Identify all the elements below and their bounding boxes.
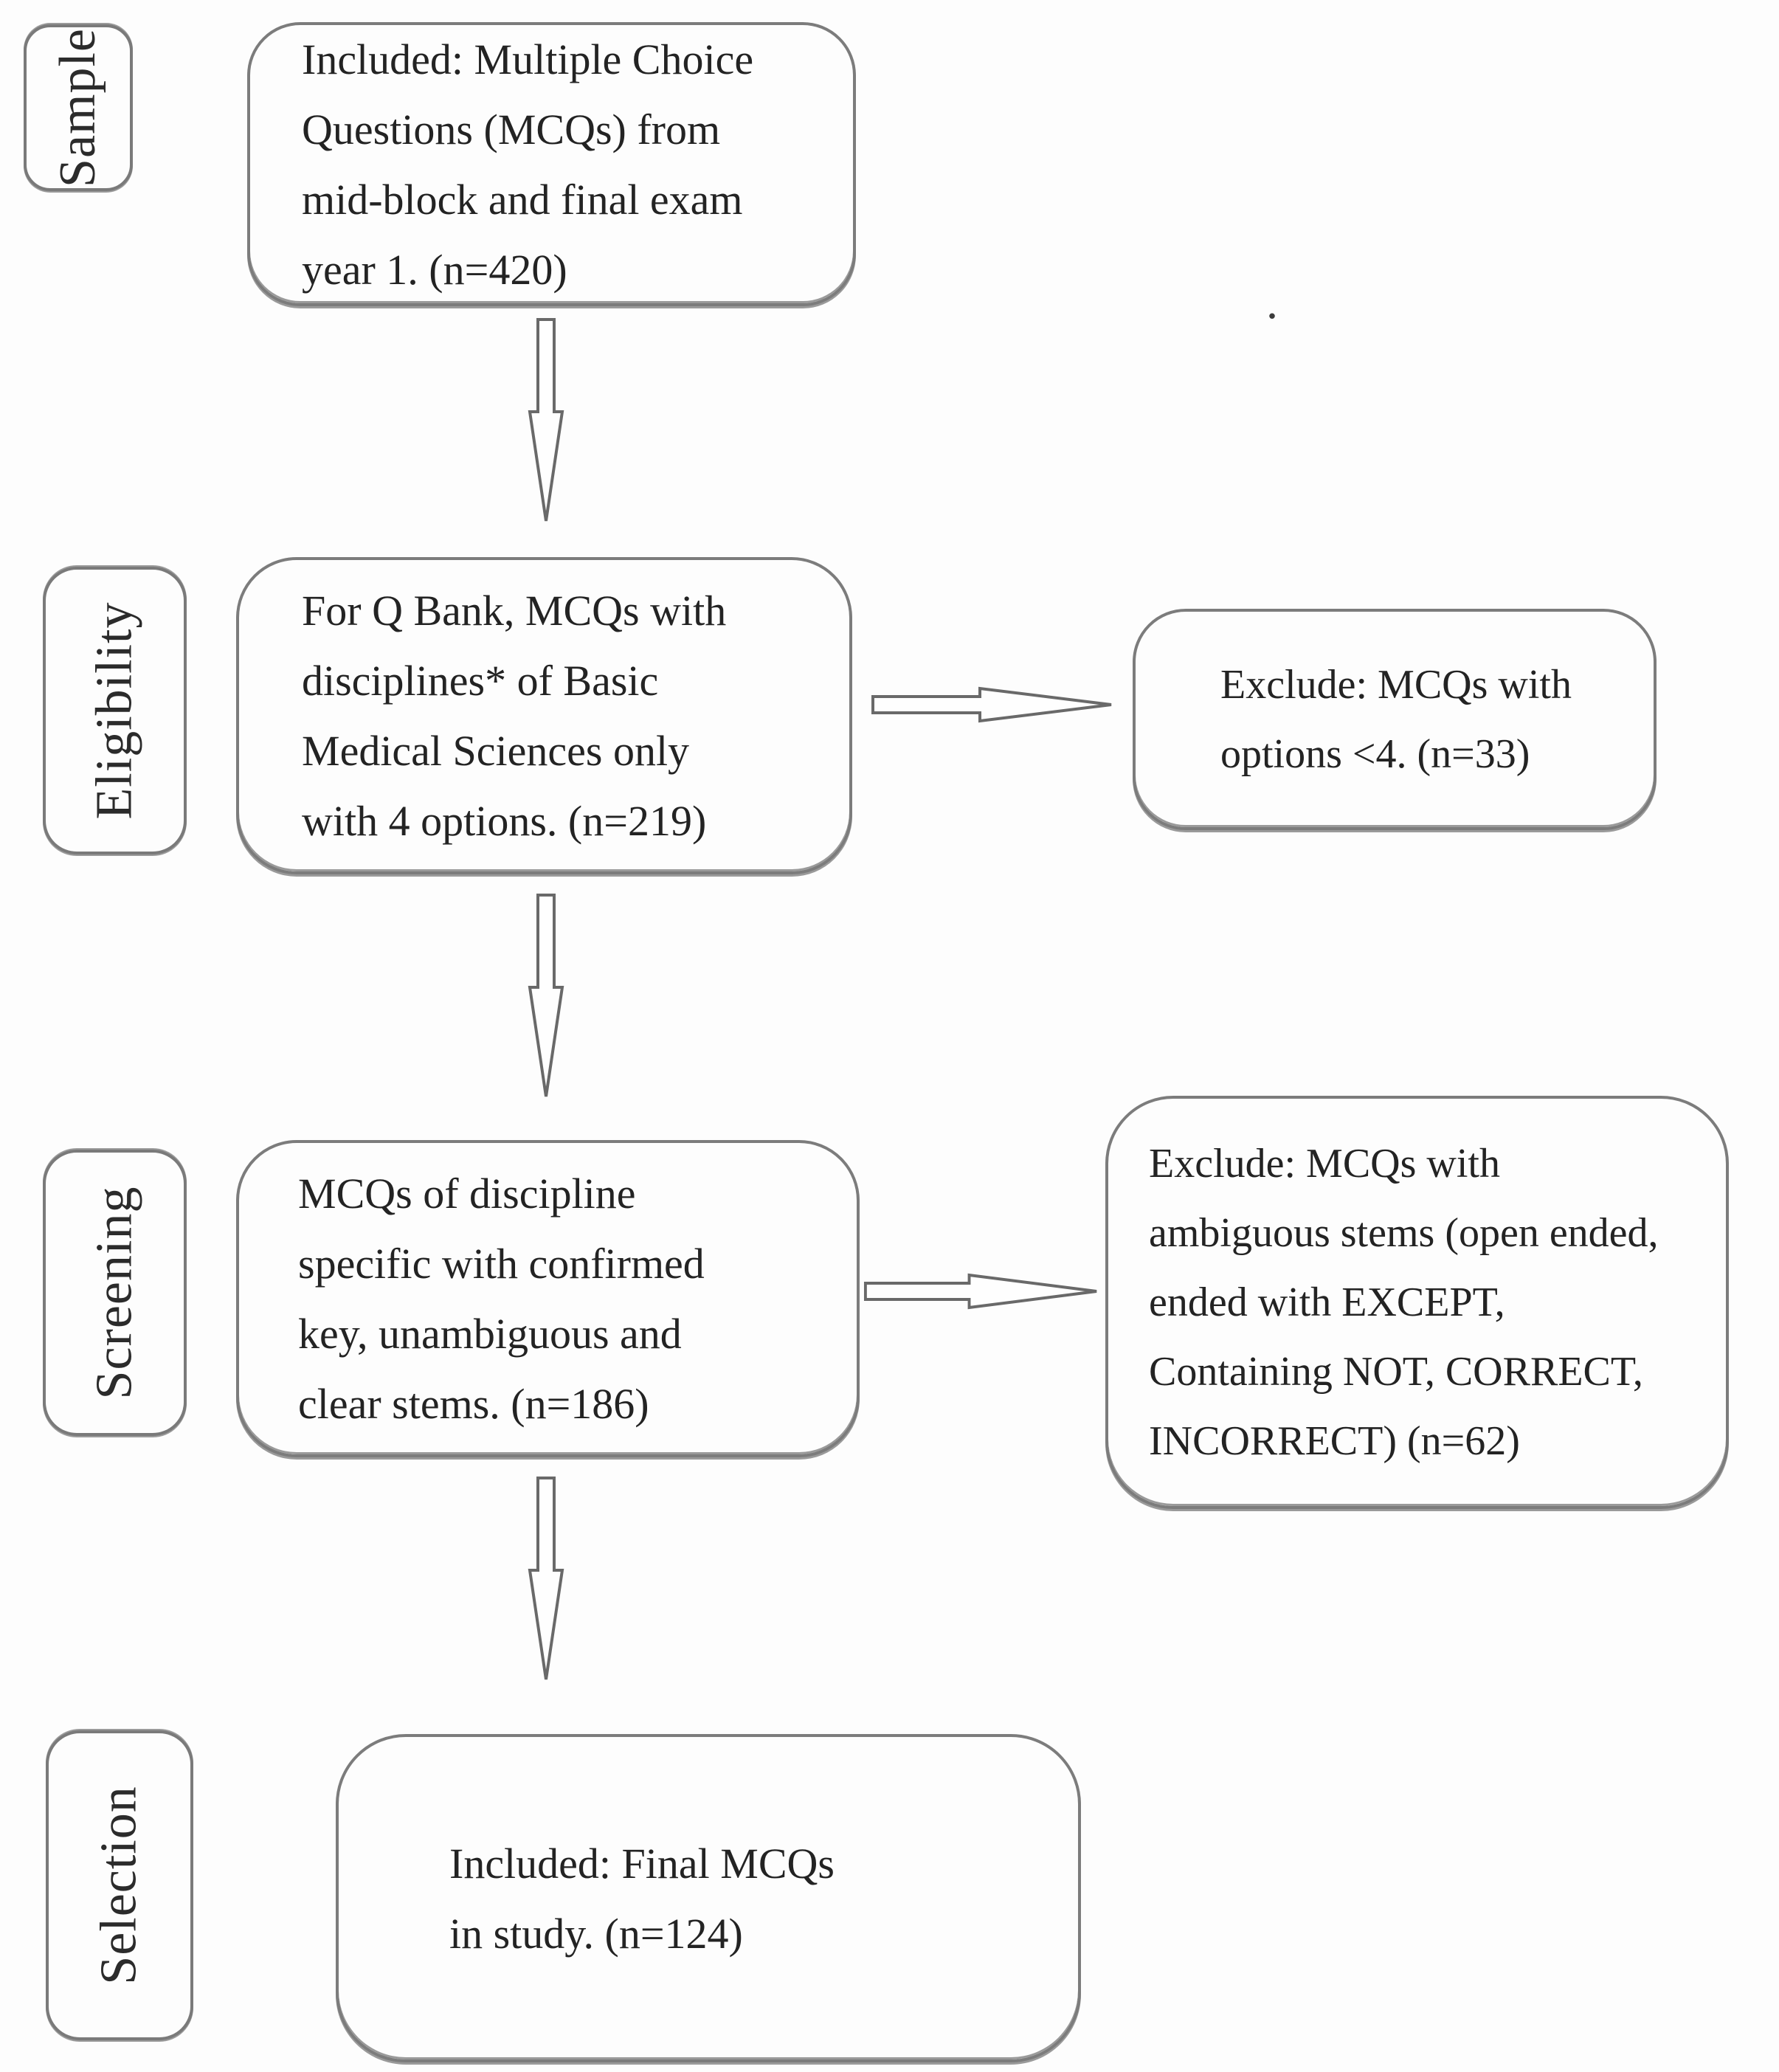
text-line: MCQs of discipline xyxy=(298,1170,636,1218)
exclude-box-options-text xyxy=(1220,650,1572,789)
flow-box-eligibility xyxy=(236,557,852,874)
stage-label-eligibility xyxy=(43,567,187,854)
text-line: Questions (MCQs) from xyxy=(302,105,721,153)
flow-box-screening xyxy=(236,1140,860,1457)
text-line: Medical Sciences only xyxy=(302,727,690,775)
stage-label-selection xyxy=(46,1730,193,2040)
text-line: disciplines* of Basic xyxy=(302,657,659,705)
text-line: clear stems. (n=186) xyxy=(298,1380,649,1428)
flow-box-screening-text xyxy=(298,1158,705,1439)
text-line: mid-block and final exam xyxy=(302,175,743,224)
text-line: For Q Bank, MCQs with xyxy=(302,587,727,635)
flow-box-selection-text xyxy=(449,1828,835,1969)
stage-label-screening-text: Screening xyxy=(86,1186,143,1400)
exclude-box-options xyxy=(1133,609,1657,830)
stray-dot-mark: . xyxy=(1266,276,1278,328)
text-line: options <4. (n=33) xyxy=(1220,731,1530,777)
right-arrow-icon xyxy=(871,684,1114,725)
text-line: Exclude: MCQs with xyxy=(1220,662,1572,708)
text-line: ambiguous stems (open ended, xyxy=(1149,1210,1659,1256)
flow-box-sample-text xyxy=(302,24,753,305)
text-line: Containing NOT, CORRECT, xyxy=(1149,1349,1643,1395)
flow-box-eligibility-text xyxy=(302,576,726,856)
text-line: in study. (n=124) xyxy=(449,1909,743,1958)
flow-box-sample xyxy=(247,22,856,306)
text-line: specific with confirmed xyxy=(298,1240,705,1288)
text-line: Included: Multiple Choice xyxy=(302,35,754,83)
exclude-box-ambiguous-stems xyxy=(1105,1096,1729,1509)
stage-label-screening xyxy=(43,1150,187,1436)
down-arrow-icon xyxy=(525,893,567,1099)
down-arrow-icon xyxy=(525,1476,567,1682)
text-line: ended with EXCEPT, xyxy=(1149,1280,1505,1325)
right-arrow-icon xyxy=(863,1271,1099,1312)
text-line: with 4 options. (n=219) xyxy=(302,797,707,845)
text-line: Included: Final MCQs xyxy=(449,1839,835,1888)
text-line: INCORRECT) (n=62) xyxy=(1149,1418,1520,1464)
text-line: key, unambiguous and xyxy=(298,1310,682,1358)
stage-label-sample-text: Sample xyxy=(49,28,106,187)
flow-box-selection xyxy=(336,1734,1081,2062)
down-arrow-icon xyxy=(525,317,567,524)
stage-label-sample xyxy=(24,24,133,191)
stage-label-selection-text: Selection xyxy=(91,1786,148,1985)
text-line: Exclude: MCQs with xyxy=(1149,1141,1500,1187)
stage-label-eligibility-text: Eligibility xyxy=(86,601,143,820)
text-line: year 1. (n=420) xyxy=(302,245,567,294)
exclude-box-ambiguous-stems-text xyxy=(1149,1129,1659,1476)
